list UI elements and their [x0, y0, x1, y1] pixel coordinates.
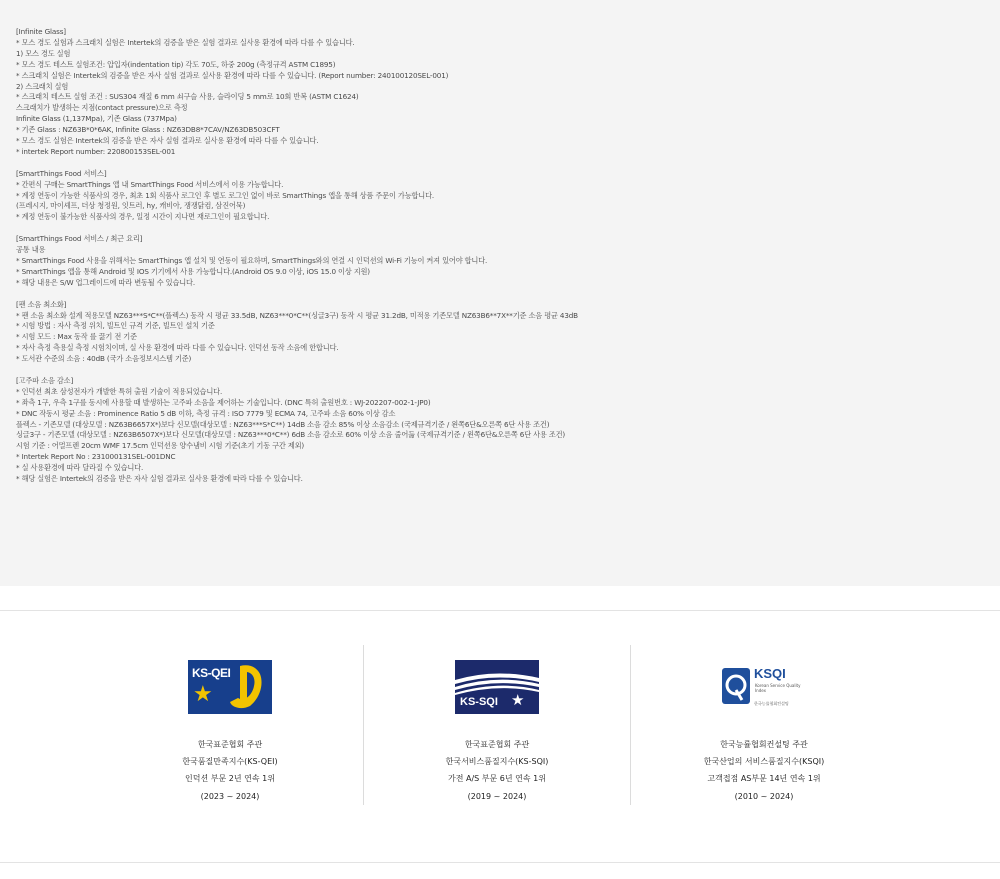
- award-host: 한국표준협회 주관: [464, 740, 530, 749]
- award-achievement: 인덕션 부문 2년 연속 1위: [185, 774, 275, 783]
- star-icon: ★: [193, 682, 213, 707]
- notes-line: * 기존 Glass : NZ63B*0*6AK, Infinite Glass : NZ63DB8*7CAV/NZ63DB503CFT: [16, 125, 280, 135]
- award-index: 한국서비스품질지수(KS-SQI): [445, 757, 549, 766]
- notes-line: * 계정 연동이 불가능한 식품사의 경우, 일정 시간이 지나면 재로그인이 필요합니다.: [16, 212, 270, 222]
- award-period: (2023 ~ 2024): [200, 792, 260, 801]
- notes-line: 1) 모스 경도 실험: [16, 48, 71, 58]
- notes-line: * 해당 실험은 Intertek의 검증을 받은 자사 실험 결과로 실사용 환경에 따라 다를 수 있습니다.: [16, 474, 303, 484]
- notes-spacer: [16, 223, 1000, 234]
- award-achievement: 고객접점 AS부문 14년 연속 1위: [707, 774, 821, 783]
- notes-line: * 모스 경도 실험과 스크래치 실험은 Intertek의 검증을 받은 실험 결과로 실사용 환경에 따라 다를 수 있습니다.: [16, 37, 355, 47]
- notes-line: * 스크래치 실험은 Intertek의 검증을 받은 자사 실험 결과로 실사용 환경에 따라 다를 수 있습니다. (Report number: 240100120SEL-001): [16, 70, 449, 80]
- divider: [0, 610, 1000, 611]
- notes-line: * 모스 경도 테스트 실험조건: 압입자(indentation tip) 각도 70도, 하중 200g (측정규격 ASTM C1895): [16, 59, 336, 69]
- notes-line: * 스크래치 테스트 실험 조건 : SUS304 재질 6 mm 쇠구슬 사용, 슬라이딩 5 mm로 10회 반복 (ASTM C1624): [16, 92, 359, 102]
- notes-line: 플렉스 - 기존모델 (대상모델 : NZ63B6657X*)보다 신모델(대상모델 : NZ63***S*C**) 14dB 소음 감소 85% 이상 소음감소 (국제규격기준 / 왼쪽6단&오른쪽 6단 사용 조건): [16, 419, 550, 429]
- ks-sqi-logo-icon: [455, 660, 539, 714]
- notes-line: [Infinite Glass]: [16, 27, 66, 36]
- notes-line: 2) 스크래치 실험: [16, 81, 69, 91]
- ks-qei-logo-icon: [188, 660, 272, 714]
- number-one-icon: [226, 662, 266, 710]
- logo-text: KS-SQI: [460, 696, 498, 708]
- ksqi-logo-icon: [721, 660, 807, 714]
- award-index: 한국산업의 서비스품질지수(KSQI): [703, 757, 825, 766]
- award-achievement: 가전 A/S 부문 6년 연속 1위: [448, 774, 546, 783]
- notes-line: * Intertek Report No : 231000131SEL-001DNC: [16, 452, 176, 462]
- notes-line: [SmartThings Food 서비스 / 최근 요리]: [16, 234, 143, 244]
- notes-spacer: [16, 365, 1000, 376]
- awards-row: [97, 645, 903, 805]
- award-host: 한국능률협회컨설팅 주관: [720, 740, 808, 749]
- award-ks-qei: [97, 645, 363, 805]
- logo-subtitle: Korean Service Quality Index: [755, 683, 801, 693]
- award-ks-sqi: [363, 645, 630, 805]
- notes-line: * SmartThings 앱을 통해 Android 및 IOS 기기에서 사용 가능합니다.(Android OS 9.0 이상, iOS 15.0 이상 지원): [16, 266, 370, 276]
- award-index: 한국품질만족지수(KS-QEI): [182, 757, 278, 766]
- notes-line: * SmartThings Food 사용을 위해서는 SmartThings 앱 설치 및 연동이 필요하며, SmartThings와의 연결 시 인덕션의 Wi-Fi 기능이 켜져 있어야 합니다.: [16, 256, 488, 265]
- notes-line: * 좌측 1구, 우측 1구를 동시에 사용할 때 발생하는 고주파 소음을 제어하는 기술입니다. (DNC 특허 출원번호 : WJ-202207-002-1-JP0): [16, 397, 431, 407]
- notes-spacer: [16, 158, 1000, 169]
- logo-text: KS-QEI: [192, 666, 231, 680]
- divider: [0, 862, 1000, 863]
- notes-line: * 시험 방법 : 자사 측정 위치, 빌트인 규격 기준, 빌트인 설치 기준: [16, 321, 215, 331]
- q-mark-icon: [722, 668, 750, 704]
- notes-line: * 팬 소음 최소화 설계 적용모델 NZ63***S*C**(플렉스) 동작 시 평균 33.5dB, NZ63***0*C**(싱글3구) 동작 시 평균 31.2dB, 미적용 기존모델 NZ63B6**7X**기준 소음 평균 43dB: [16, 310, 578, 320]
- notes-line: 공통 내용: [16, 245, 46, 255]
- notes-line: [팬 소음 최소화]: [16, 299, 67, 309]
- notes-line: * 자사 측정 측용실 측정 시험치이며, 실 사용 환경에 따라 다를 수 있습니다. 인덕션 동작 소음에 한합니다.: [16, 343, 339, 353]
- award-ksqi: [630, 645, 897, 805]
- notes-line: 싱글3구 - 기존모델 (대상모델 : NZ63B6507X*)보다 신모델(대상모델 : NZ63***0*C**) 6dB 소음 감소로 60% 이상 소음 줄어듦 (국제규격기준 / 왼쪽6단&오른쪽 6단 사용 조건): [16, 430, 566, 440]
- notes-line: * intertek Report number: 220800153SEL-001: [16, 146, 176, 156]
- notes-line: 시험 기준 : 어멀프렌 20cm WMF 17.5cm 인덕션용 양수냄비 시험 기준(초기 기동 구간 제외): [16, 441, 305, 451]
- notes-line: * 시험 모드 : Max 동작 를 끓기 전 기준: [16, 332, 137, 342]
- notes-line: [SmartThings Food 서비스]: [16, 168, 107, 178]
- notes-line: * DNC 작동시 평균 소음 : Prominence Ratio 5 dB 이하, 측정 규격 : ISO 7779 및 ECMA 74, 고주파 소음 60% 이상 감소: [16, 408, 396, 418]
- notes-line: * 인덕션 최초 삼성전자가 개발한 특허 출원 기술이 적용되었습니다.: [16, 386, 223, 396]
- notes-line: * 간편식 구매는 SmartThings 앱 내 SmartThings Food 서비스에서 이용 가능합니다.: [16, 179, 284, 189]
- logo-text: KSQI: [754, 666, 786, 681]
- star-icon: ★: [511, 691, 525, 709]
- notes-line: Infinite Glass (1,137Mpa), 기존 Glass (737Mpa): [16, 114, 177, 124]
- notes-line: * 모스 경도 실험은 Intertek의 검증을 받은 자사 실험 결과로 실사용 환경에 따라 다를 수 있습니다.: [16, 136, 319, 146]
- notes-line: * 실 사용환경에 따라 달라질 수 있습니다.: [16, 463, 144, 473]
- award-host: 한국표준협회 주관: [197, 740, 263, 749]
- notes-line: 스크래치가 발생하는 지점(contact pressure)으로 측정: [16, 103, 188, 113]
- notes-line: * 도서관 수준의 소음 : 40dB (국가 소음정보시스템 기준): [16, 354, 192, 364]
- award-period: (2019 ~ 2024): [467, 792, 527, 801]
- notes-line: * 해당 내용은 S/W 업그레이드에 따라 변동될 수 있습니다.: [16, 277, 195, 287]
- logo-org: 한국능률협회컨설팅: [754, 701, 789, 706]
- award-period: (2010 ~ 2024): [734, 792, 794, 801]
- notes-line: [고주파 소음 감소]: [16, 375, 74, 385]
- notes-line: * 계정 연동이 가능한 식품사의 경우, 최초 1회 식품사 로그인 후 별도 로그인 없이 바로 SmartThings 앱을 통해 상품 주문이 가능합니다.: [16, 190, 435, 200]
- notes-line: (프레시지, 마이셰프, 더상 청정원, 잇트러, hy, 캐비아, 쟁쟁닭컴, 삼진어묵): [16, 201, 246, 211]
- notes-spacer: [16, 289, 1000, 300]
